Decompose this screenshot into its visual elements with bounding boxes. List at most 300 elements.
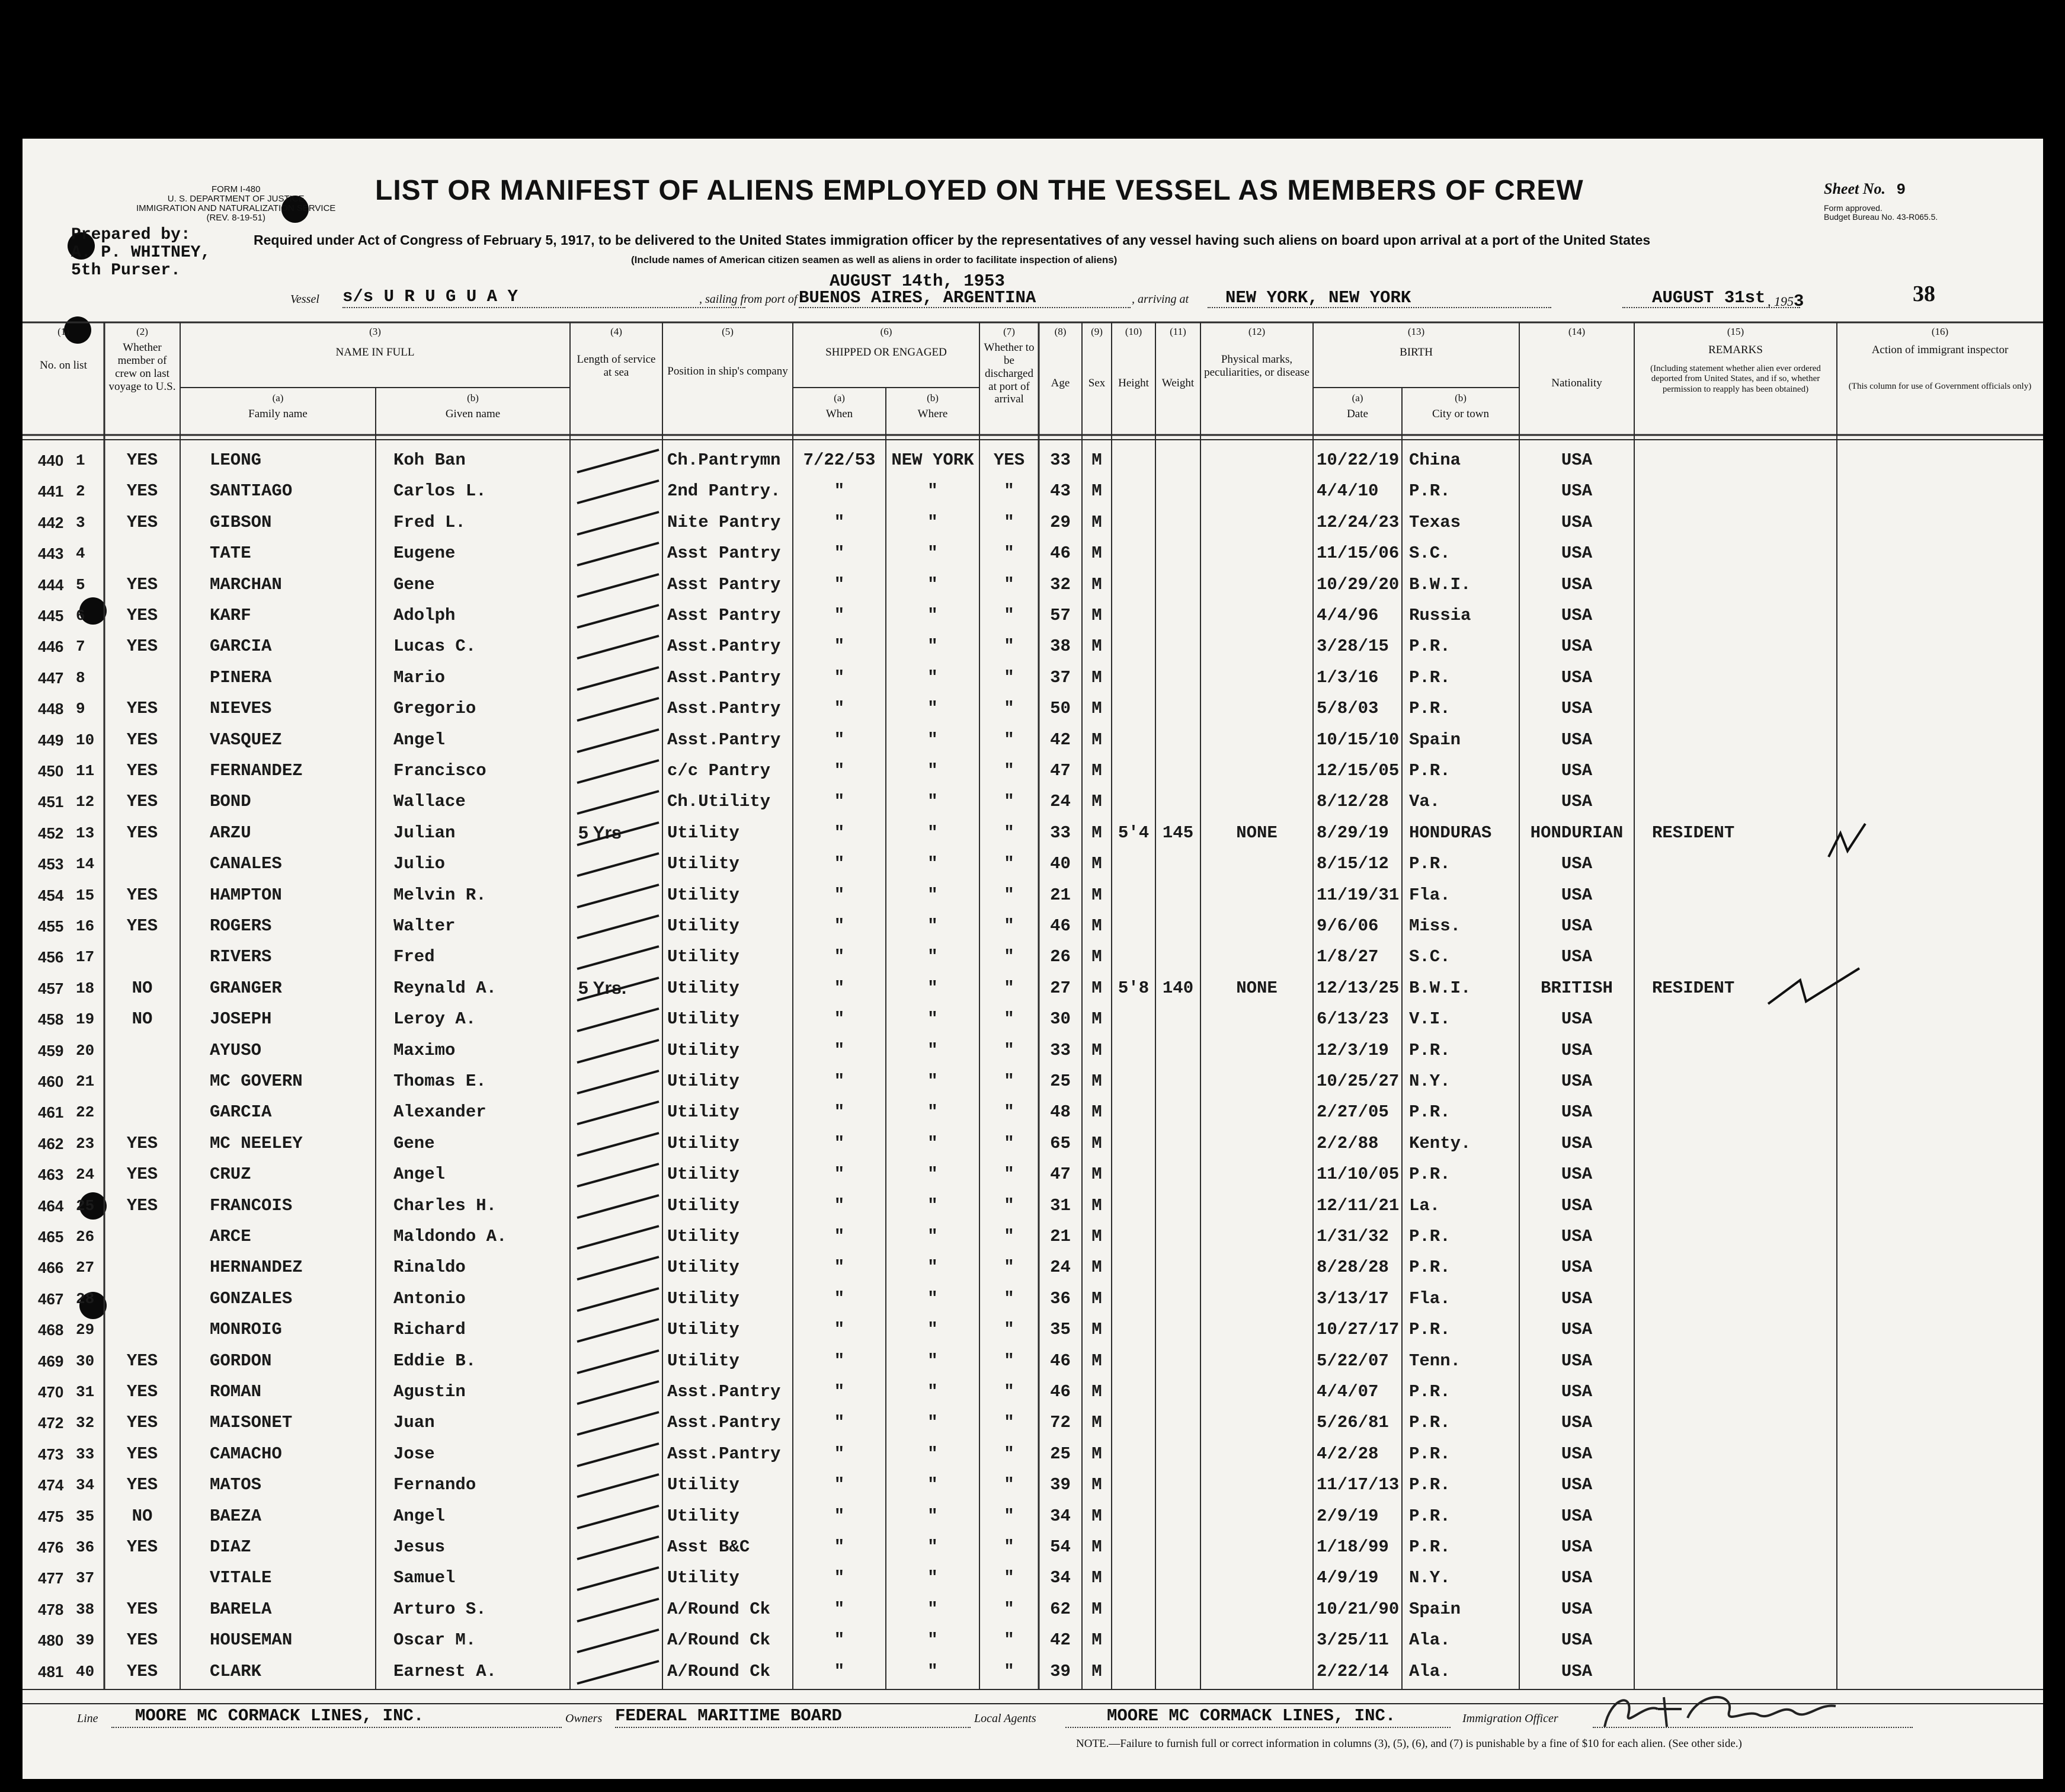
service-slash-mark <box>574 911 662 942</box>
shipped-where: " <box>927 667 938 687</box>
row-number: 7 <box>76 638 85 656</box>
family-name: MONROIG <box>210 1320 282 1340</box>
position: Asst.Pantry <box>667 729 781 750</box>
birth-date: 8/12/28 <box>1317 792 1389 812</box>
list-number: 451 <box>38 793 64 811</box>
position: Utility <box>667 1475 739 1495</box>
age: 46 <box>1050 543 1071 564</box>
sex: M <box>1091 1227 1102 1246</box>
shipped-when: " <box>834 978 845 998</box>
member-flag <box>104 1563 180 1593</box>
discharged: " <box>1004 1227 1014 1246</box>
sex: M <box>1091 1164 1102 1185</box>
list-number: 441 <box>38 482 64 501</box>
birth-city: P.R. <box>1409 1413 1451 1433</box>
height <box>1112 1128 1155 1159</box>
physical-marks <box>1200 507 1313 538</box>
given-name: Lucas C. <box>393 636 476 657</box>
nationality: USA <box>1561 1195 1593 1215</box>
list-number: 460 <box>38 1073 64 1090</box>
table-row <box>23 1501 2043 1532</box>
given-name: Jesus <box>393 1537 446 1557</box>
nationality: USA <box>1561 1382 1593 1401</box>
service-length: 5 Yrs <box>578 823 622 843</box>
given-name: Julio <box>393 854 446 874</box>
service-slash-mark <box>574 538 662 569</box>
height <box>1112 1625 1155 1656</box>
shipped-when: " <box>834 481 845 501</box>
c8-header: Age <box>1051 377 1070 389</box>
service-slash-mark <box>574 725 662 756</box>
sex: M <box>1091 854 1102 874</box>
position: Utility <box>667 854 739 874</box>
sex: M <box>1091 1195 1102 1215</box>
age: 39 <box>1050 1661 1071 1681</box>
weight <box>1155 1439 1200 1470</box>
weight <box>1155 786 1200 817</box>
table-row <box>23 756 2043 786</box>
birth-date: 2/2/88 <box>1317 1133 1379 1153</box>
physical-marks <box>1200 445 1313 476</box>
physical-marks <box>1200 663 1313 693</box>
sex: M <box>1091 543 1102 564</box>
position: Ch.Utility <box>667 792 771 812</box>
row-number: 17 <box>76 948 95 967</box>
nationality: USA <box>1561 606 1593 625</box>
member-flag: YES <box>126 761 158 780</box>
age: 39 <box>1050 1475 1071 1495</box>
list-number: 467 <box>38 1289 64 1308</box>
revision-line: (REV. 8-19-51) <box>206 213 265 223</box>
sex: M <box>1091 1661 1102 1681</box>
weight <box>1155 445 1200 476</box>
shipped-where: " <box>927 1351 938 1371</box>
discharged: " <box>1004 947 1014 967</box>
sex: M <box>1091 978 1102 998</box>
physical-marks <box>1200 1532 1313 1563</box>
physical-marks <box>1200 1407 1313 1438</box>
nationality: USA <box>1561 1351 1593 1371</box>
position: Asst.Pantry <box>667 1382 781 1401</box>
given-name: Mario <box>393 667 446 687</box>
preparer-title: 5th Purser. <box>71 261 181 280</box>
given-name: Eugene <box>393 543 456 564</box>
service-slash-mark <box>574 1656 662 1687</box>
shipped-when: " <box>834 823 845 843</box>
c8-number: (8) <box>1054 326 1067 337</box>
member-flag: YES <box>126 1630 158 1650</box>
birth-date: 10/15/10 <box>1317 729 1400 750</box>
weight <box>1155 725 1200 756</box>
position: Nite Pantry <box>667 512 781 532</box>
service-slash-mark <box>574 1128 662 1159</box>
weight <box>1155 1407 1200 1438</box>
weight <box>1155 476 1200 507</box>
position: A/Round Ck <box>667 1661 771 1681</box>
discharged: " <box>1004 1506 1014 1526</box>
height <box>1112 1377 1155 1407</box>
height <box>1112 445 1155 476</box>
vessel-name: s/s U R U G U A Y <box>342 287 518 306</box>
given-name: Francisco <box>393 761 486 780</box>
sailing-underline <box>799 307 1131 308</box>
table-row <box>23 1035 2043 1066</box>
row-number: 21 <box>76 1073 95 1090</box>
table-row <box>23 1066 2043 1097</box>
physical-marks <box>1200 1656 1313 1687</box>
position: Asst Pantry <box>667 606 781 625</box>
nationality: HONDURIAN <box>1530 823 1624 843</box>
remarks: RESIDENT <box>1652 823 1735 843</box>
table-row <box>23 973 2043 1004</box>
family-name: AYUSO <box>210 1040 262 1060</box>
given-name: Leroy A. <box>393 1009 476 1029</box>
shipped-when: " <box>834 1071 845 1091</box>
table-row <box>23 1191 2043 1221</box>
arrival-underline <box>1622 307 1800 308</box>
table-row <box>23 631 2043 662</box>
shipped-where: " <box>927 854 938 874</box>
discharged: " <box>1004 1630 1014 1650</box>
given-name: Arturo S. <box>393 1599 486 1619</box>
weight <box>1155 1191 1200 1221</box>
shipped-where: " <box>927 1568 938 1588</box>
c2-number: (2) <box>136 326 148 337</box>
physical-marks <box>1200 631 1313 662</box>
table-row <box>23 880 2043 911</box>
position: Asst.Pantry <box>667 667 781 687</box>
row-number: 15 <box>76 886 95 904</box>
age: 72 <box>1050 1413 1071 1433</box>
shipped-when: " <box>834 699 845 719</box>
given-name: Koh Ban <box>393 450 466 470</box>
c14-header: Nationality <box>1551 377 1602 389</box>
list-number: 458 <box>38 1010 64 1029</box>
table-row <box>23 1097 2043 1128</box>
weight <box>1155 1128 1200 1159</box>
birth-date: 1/31/32 <box>1317 1227 1389 1246</box>
birth-city: P.R. <box>1409 1320 1451 1340</box>
age: 33 <box>1050 1040 1071 1060</box>
birth-date: 11/10/05 <box>1317 1164 1400 1185</box>
row-number: 25 <box>76 1196 95 1215</box>
given-name: Gregorio <box>393 699 476 719</box>
arrival-year-digit: 3 <box>1794 292 1804 311</box>
shipped-where: " <box>927 574 938 594</box>
service-slash-mark <box>574 600 662 631</box>
c16-number: (16) <box>1931 326 1949 337</box>
shipped-where: " <box>927 1475 938 1495</box>
sheet-label: Sheet No. <box>1824 180 1885 197</box>
list-number: 443 <box>38 545 64 563</box>
position: Utility <box>667 1009 739 1029</box>
discharged: " <box>1004 1071 1014 1091</box>
birth-date: 8/29/19 <box>1317 823 1389 843</box>
c13-b-header: City or town <box>1432 408 1490 420</box>
age: 47 <box>1050 1164 1071 1185</box>
nationality: USA <box>1561 1257 1593 1278</box>
row-number: 12 <box>76 793 95 811</box>
discharged: " <box>1004 1351 1014 1371</box>
nationality: USA <box>1561 667 1593 687</box>
service-slash-mark <box>574 756 662 786</box>
birth-date: 2/27/05 <box>1317 1102 1389 1122</box>
c13-b-number: (b) <box>1455 392 1467 404</box>
row-number: 23 <box>76 1134 95 1153</box>
shipped-when: " <box>834 1537 845 1557</box>
row-number: 29 <box>76 1321 95 1339</box>
nationality: USA <box>1561 947 1593 967</box>
member-flag: YES <box>126 636 158 657</box>
height <box>1112 756 1155 786</box>
family-name: RIVERS <box>210 947 272 967</box>
c7-header: Whether to be discharged at port of arrival <box>984 341 1035 406</box>
weight <box>1155 1252 1200 1283</box>
age: 33 <box>1050 823 1071 843</box>
service-slash-mark <box>574 1314 662 1345</box>
age: 54 <box>1050 1537 1071 1557</box>
discharged: " <box>1004 636 1014 657</box>
row-number: 22 <box>76 1103 95 1122</box>
discharged: " <box>1004 885 1014 905</box>
table-row <box>23 1656 2043 1687</box>
position: Utility <box>667 916 739 936</box>
sex: M <box>1091 823 1102 843</box>
nationality: BRITISH <box>1541 978 1613 998</box>
age: 42 <box>1050 729 1071 750</box>
table-row <box>23 1439 2043 1470</box>
row-number: 11 <box>76 762 95 780</box>
member-flag: YES <box>126 574 158 594</box>
member-flag: YES <box>126 481 158 501</box>
given-name: Earnest A. <box>393 1661 497 1681</box>
list-number: 446 <box>38 638 64 656</box>
shipped-when: " <box>834 916 845 936</box>
list-number: 480 <box>38 1631 64 1650</box>
service-slash-mark <box>574 880 662 911</box>
weight <box>1155 1470 1200 1500</box>
given-name: Angel <box>393 729 446 750</box>
shipped-where: " <box>927 1040 938 1060</box>
weight <box>1155 600 1200 631</box>
shipped-when: " <box>834 1599 845 1619</box>
height <box>1112 663 1155 693</box>
family-name: GONZALES <box>210 1288 293 1308</box>
nationality: USA <box>1561 916 1593 936</box>
family-name: NIEVES <box>210 699 272 719</box>
list-number: 462 <box>38 1134 64 1153</box>
approval-block <box>1824 204 1938 222</box>
birth-date: 12/11/21 <box>1317 1195 1400 1215</box>
physical-marks <box>1200 849 1313 879</box>
given-name: Juan <box>393 1413 435 1433</box>
given-name: Carlos L. <box>393 481 486 501</box>
row-number: 35 <box>76 1507 95 1525</box>
table-row <box>23 1221 2043 1252</box>
c3-a-number: (a) <box>272 392 284 404</box>
physical-marks <box>1200 600 1313 631</box>
nationality: USA <box>1561 1040 1593 1060</box>
service-slash-mark <box>574 1191 662 1221</box>
sex: M <box>1091 792 1102 812</box>
given-name: Maximo <box>393 1040 456 1060</box>
physical-marks <box>1200 1439 1313 1470</box>
family-name: KARF <box>210 606 251 625</box>
sheet-number: 9 <box>1896 181 1906 199</box>
age: 25 <box>1050 1071 1071 1091</box>
table-row <box>23 600 2043 631</box>
nationality: USA <box>1561 481 1593 501</box>
weight <box>1155 538 1200 569</box>
table-row <box>23 911 2043 942</box>
nationality: USA <box>1561 574 1593 594</box>
given-name: Gene <box>393 1133 435 1153</box>
birth-city: Spain <box>1409 1599 1461 1619</box>
shipped-where: " <box>927 512 938 532</box>
nationality: USA <box>1561 636 1593 657</box>
family-name: ARZU <box>210 823 251 843</box>
birth-date: 9/6/06 <box>1317 916 1379 936</box>
member-flag <box>104 942 180 972</box>
c4-number: (4) <box>610 326 622 337</box>
birth-city: S.C. <box>1409 947 1451 967</box>
birth-date: 10/27/17 <box>1317 1320 1400 1340</box>
physical-marks <box>1200 1252 1313 1283</box>
height <box>1112 1284 1155 1314</box>
service-slash-mark <box>574 631 662 662</box>
height <box>1112 1035 1155 1066</box>
nationality: USA <box>1561 1568 1593 1588</box>
discharged: " <box>1004 574 1014 594</box>
height <box>1112 1159 1155 1190</box>
c4-header: Length of service at sea <box>577 353 656 379</box>
service-slash-mark <box>574 849 662 879</box>
shipped-where: " <box>927 1009 938 1029</box>
age: 40 <box>1050 854 1071 874</box>
act-text: Required under Act of Congress of February 5, 1917, to be delivered to the United States immigration officer by the representatives of any vessel having such aliens on board upon arrival at a port of the United States <box>254 232 1651 248</box>
shipped-when: " <box>834 1133 845 1153</box>
table-row <box>23 569 2043 600</box>
member-flag <box>104 1035 180 1066</box>
member-flag: YES <box>126 1133 158 1153</box>
given-name: Gene <box>393 574 435 594</box>
family-name: MAISONET <box>210 1413 293 1433</box>
shipped-when: " <box>834 1040 845 1060</box>
list-number: 473 <box>38 1445 64 1463</box>
height <box>1112 1563 1155 1593</box>
birth-date: 4/9/19 <box>1317 1568 1379 1588</box>
height <box>1112 1066 1155 1097</box>
c3-b-header: Given name <box>445 408 501 420</box>
birth-date: 2/22/14 <box>1317 1661 1389 1681</box>
service-slash-mark <box>574 1097 662 1128</box>
physical-marks <box>1200 1314 1313 1345</box>
list-number: 466 <box>38 1259 64 1277</box>
weight <box>1155 1656 1200 1687</box>
inspector-check-mark <box>1824 820 1871 862</box>
member-flag: YES <box>126 729 158 750</box>
given-name: Fernando <box>393 1475 476 1495</box>
row-number: 3 <box>76 513 85 532</box>
weight <box>1155 1314 1200 1345</box>
family-name: BARELA <box>210 1599 272 1619</box>
family-name: JOSEPH <box>210 1009 272 1029</box>
c6-a-number: (a) <box>834 392 845 404</box>
position: Utility <box>667 823 739 843</box>
list-number: 468 <box>38 1321 64 1339</box>
c3-a-header: Family name <box>248 408 308 420</box>
member-flag: YES <box>126 1195 158 1215</box>
birth-city: Ala. <box>1409 1661 1451 1681</box>
shipped-where: " <box>927 1071 938 1091</box>
shipped-where: " <box>927 699 938 719</box>
physical-marks <box>1200 1594 1313 1625</box>
list-number: 442 <box>38 513 64 532</box>
nationality: USA <box>1561 699 1593 719</box>
page-stamp: 38 <box>1913 281 1935 306</box>
member-flag: YES <box>126 1475 158 1495</box>
service-length: 5 Yrs. <box>578 978 627 998</box>
birth-city: Va. <box>1409 792 1440 812</box>
list-number: 470 <box>38 1383 64 1401</box>
height <box>1112 1191 1155 1221</box>
family-name: BOND <box>210 792 251 812</box>
line-label: Line <box>77 1712 98 1725</box>
family-name: FERNANDEZ <box>210 761 303 780</box>
family-name: MATOS <box>210 1475 262 1495</box>
shipped-when: " <box>834 1444 845 1464</box>
physical-marks <box>1200 942 1313 972</box>
shipped-when: " <box>834 885 845 905</box>
table-row <box>23 1377 2043 1407</box>
c11-number: (11) <box>1170 326 1186 337</box>
nationality: USA <box>1561 885 1593 905</box>
discharged: " <box>1004 1040 1014 1060</box>
birth-date: 8/28/28 <box>1317 1257 1389 1278</box>
table-row <box>23 1159 2043 1190</box>
family-name: HAMPTON <box>210 885 282 905</box>
shipped-when: " <box>834 543 845 564</box>
sex: M <box>1091 606 1102 625</box>
row-number: 39 <box>76 1631 95 1650</box>
service-slash-mark <box>574 1252 662 1283</box>
given-name: Angel <box>393 1506 446 1526</box>
birth-date: 3/13/17 <box>1317 1288 1389 1308</box>
birth-city: B.W.I. <box>1409 574 1471 594</box>
given-name: Charles H. <box>393 1195 497 1215</box>
member-flag: YES <box>126 1351 158 1371</box>
age: 46 <box>1050 1351 1071 1371</box>
shipped-where: " <box>927 1133 938 1153</box>
weight <box>1155 1221 1200 1252</box>
list-number: 465 <box>38 1228 64 1246</box>
weight <box>1155 1284 1200 1314</box>
sex: M <box>1091 1382 1102 1401</box>
row-number: 13 <box>76 824 95 842</box>
height <box>1112 1252 1155 1283</box>
height <box>1112 476 1155 507</box>
manifest-sheet <box>23 139 2043 1779</box>
shipped-when: " <box>834 512 845 532</box>
birth-date: 11/15/06 <box>1317 543 1400 564</box>
weight <box>1155 1377 1200 1407</box>
shipped-when: " <box>834 761 845 780</box>
weight: 140 <box>1162 978 1194 998</box>
service-slash-mark <box>574 1563 662 1593</box>
weight <box>1155 1625 1200 1656</box>
family-name: ARCE <box>210 1227 251 1246</box>
shipped-when: " <box>834 1661 845 1681</box>
